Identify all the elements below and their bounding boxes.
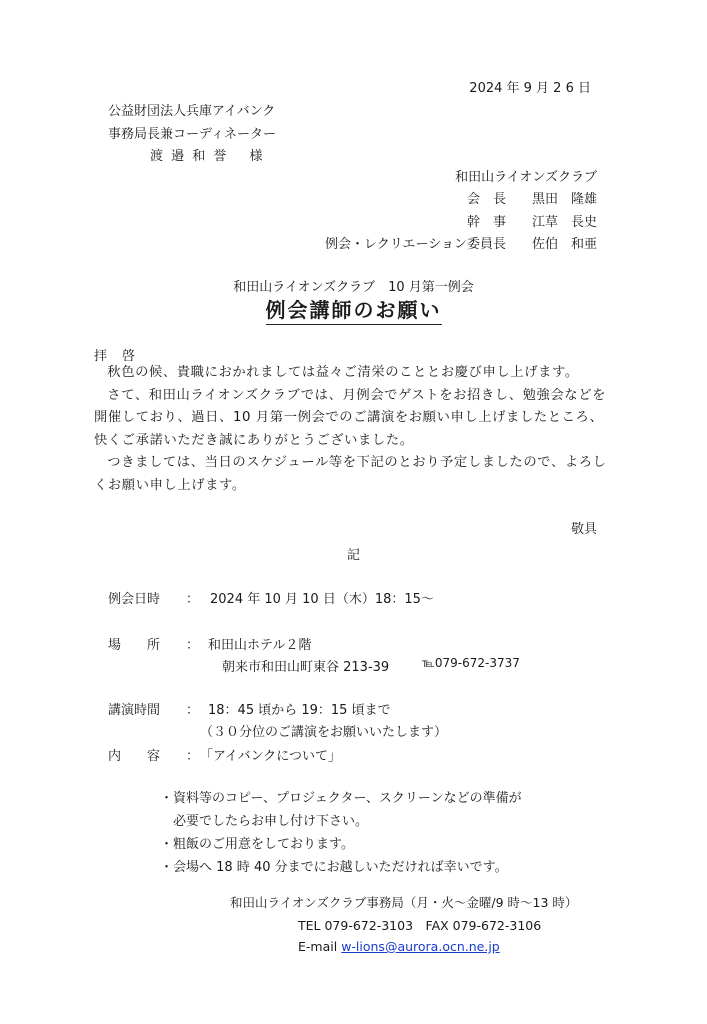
email-link[interactable]: w-lions@aurora.ocn.ne.jp bbox=[341, 939, 500, 954]
place-colon: ： bbox=[186, 638, 200, 653]
footer-email-row bbox=[298, 939, 500, 954]
time-value: 18：45 頃から 19：15 頃まで bbox=[208, 703, 391, 718]
letter-title: 例会講師のお願い bbox=[266, 298, 442, 325]
sender-role: 例会・レクリエーション委員長 bbox=[325, 237, 506, 252]
sender-row-committee-chair bbox=[325, 233, 597, 252]
letter-subtitle: 和田山ライオンズクラブ 10 月第一例会 bbox=[233, 280, 474, 295]
place-tel: ℡079-672-3737 bbox=[422, 656, 520, 670]
note-item: ・資料等のコピー、プロジェクター、スクリーンなどの準備が bbox=[160, 791, 522, 806]
recipient-title: 事務局長兼コーディネーター bbox=[108, 127, 276, 142]
datetime-label: 例会日時 bbox=[108, 592, 161, 607]
ki-marker: 記 bbox=[346, 548, 360, 563]
content-label: 内 容 bbox=[108, 749, 161, 764]
content-value: 「アイバンクについて」 bbox=[200, 749, 342, 764]
time-colon: ： bbox=[186, 703, 200, 718]
place-label: 場 所 bbox=[108, 638, 161, 653]
recipient-name: 渡 邉 和 誉 様 bbox=[150, 149, 265, 164]
time-note: （３０分位のご講演をお願いいたします） bbox=[200, 725, 448, 740]
letter-date: 2024 年 9 月 2 6 日 bbox=[469, 81, 591, 96]
recipient-org: 公益財団法人兵庫アイバンク bbox=[108, 104, 276, 119]
letter-title-wrap bbox=[0, 294, 707, 323]
note-item: ・会場へ 18 時 40 分までにお越しいただければ幸いです。 bbox=[160, 860, 508, 875]
sender-role: 会 長 bbox=[466, 192, 506, 207]
letter-body bbox=[94, 362, 614, 497]
closing: 敬具 bbox=[570, 522, 597, 537]
place-address: 朝来市和田山町東谷 213-39 bbox=[222, 660, 390, 675]
body-paragraph: つきましては、当日のスケジュール等を下記のとおり予定しましたので、よろしくお願い申し上げます。 bbox=[94, 455, 607, 493]
note-item: ・粗飯のご用意をしております。 bbox=[160, 837, 354, 852]
sender-row-secretary bbox=[467, 211, 597, 230]
sender-name: 佐伯 和亜 bbox=[531, 237, 597, 252]
sender-name: 江草 長史 bbox=[531, 215, 597, 230]
sender-role: 幹 事 bbox=[466, 215, 506, 230]
place-value: 和田山ホテル２階 bbox=[208, 638, 312, 653]
sender-org: 和田山ライオンズクラブ bbox=[455, 170, 597, 185]
greeting: 拝 啓 bbox=[94, 349, 137, 364]
notes-list bbox=[160, 787, 522, 879]
datetime-colon: ： bbox=[186, 592, 200, 607]
sender-row-president bbox=[467, 188, 597, 207]
email-label: E-mail bbox=[298, 939, 338, 954]
body-paragraph: さて、和田山ライオンズクラブでは、月例会でゲストをお招きし、勉強会などを開催しており、過日、10 月第一例会でのご講演をお願い申し上げましたところ、快くご承諾いただき誠にありがとうございました。 bbox=[94, 387, 606, 448]
note-item: 必要でしたらお申し付け下さい。 bbox=[160, 814, 369, 829]
footer-office: 和田山ライオンズクラブ事務局（月・火～金曜/9 時～13 時） bbox=[230, 895, 578, 910]
time-label: 講演時間 bbox=[108, 703, 161, 718]
sender-name: 黒田 隆雄 bbox=[531, 192, 597, 207]
footer-tel-fax: TEL 079-672-3103 FAX 079-672-3106 bbox=[298, 918, 542, 933]
datetime-value: 2024 年 10 月 10 日（木）18：15～ bbox=[210, 592, 434, 607]
body-paragraph: 秋色の候、貴職におかれましては益々ご清栄のこととお慶び申し上げます。 bbox=[107, 365, 579, 380]
content-colon: ： bbox=[186, 749, 200, 764]
